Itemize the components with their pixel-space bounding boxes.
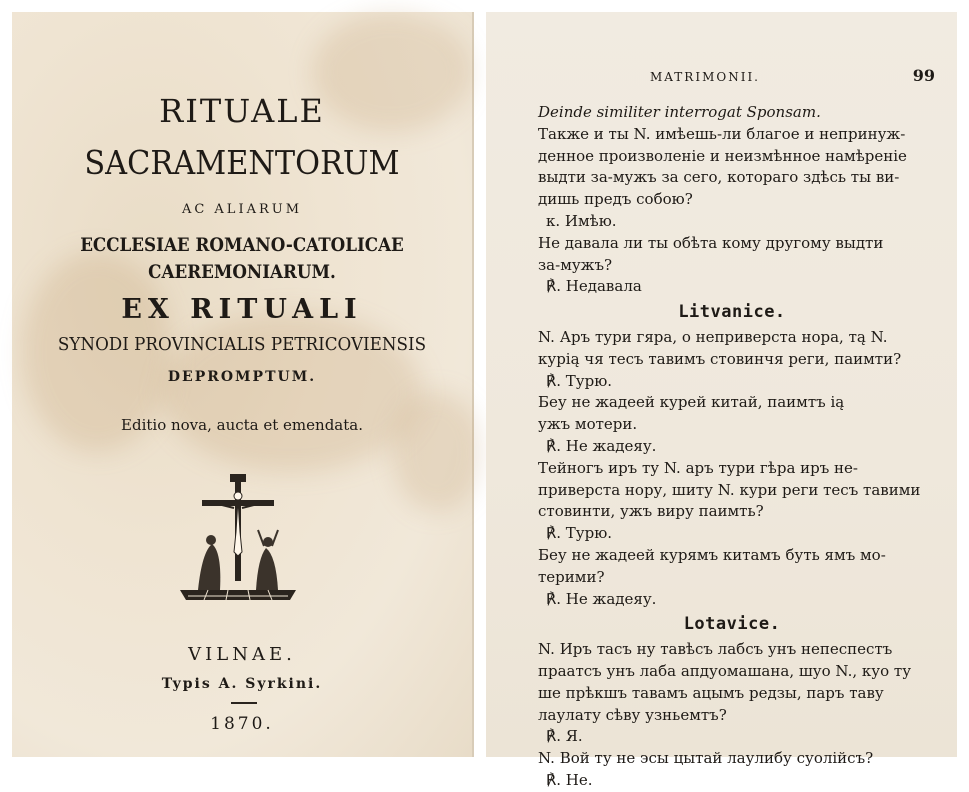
ex-rituali: EX RITUALI [121, 294, 363, 325]
text-line: Не давала ли ты обѣта кому другому выдти [538, 233, 884, 252]
text-line: праатсъ унъ лаба апдуомашана, шуо N., куо ту [538, 661, 912, 680]
text-line: N. Вой ту не эсы цытай лаулибу суолійсъ? [538, 749, 874, 768]
text-page [486, 12, 957, 789]
text-line: стовинти, ужъ виру паимть? [538, 502, 764, 521]
bold-line-2: CAEREMONIARUM. [148, 261, 336, 283]
section-heading: Lotavice. [683, 614, 781, 635]
response-line: ℟. Я. [546, 727, 583, 746]
response-line: ℟. Недавала [546, 277, 642, 296]
subtitle-small: AC ALIARUM [181, 202, 303, 217]
bold-line-1: ECCLESIAE ROMANO-CATOLICAE [80, 234, 404, 256]
text-line: дишь предъ собою? [538, 190, 693, 209]
page-number: 99 [912, 66, 935, 85]
text-line: ужъ мотери. [538, 415, 638, 434]
response-line: ℟. Не жадеяу. [546, 436, 657, 455]
title-line-1: RITUALE [159, 92, 325, 130]
year-line: 1870. [210, 714, 274, 734]
response-line: ℟. Не жадеяу. [546, 589, 657, 608]
text-line: Беу не жадеей курямъ китамъ буть ямъ мо- [538, 545, 886, 564]
text-line: приверста нору, шиту N. кури реги тесъ тавими [538, 480, 921, 499]
text-line: выдти за-мужъ за сего, котораго здѣсь ты ви- [538, 168, 900, 187]
body-text [538, 102, 926, 792]
response-line: ℟. Турю. [546, 524, 613, 543]
depromptum-line: DEPROMPTUM. [167, 369, 317, 385]
text-line: за-мужъ? [538, 255, 613, 274]
text-line: денное произволеніе и неизмѣнное намѣреніе [538, 146, 907, 165]
place-line: VILNAE. [188, 644, 296, 665]
text-line: N. Аръ тури гяра, о неприверста нора, тą N. [538, 327, 888, 346]
response-line: ℟. Не. [546, 770, 593, 789]
response-line: к. Имѣю. [546, 211, 617, 230]
title-page [12, 12, 474, 757]
text-line: ше прѣкшъ тавамъ ацымъ редзы, паръ таву [538, 683, 884, 702]
title-line-2: SACRAMENTORUM [84, 143, 400, 182]
printer-line: Typis A. Syrkini. [161, 676, 323, 692]
text-line: лаулату сѣву узньемтъ? [538, 705, 727, 724]
edition-line: Editio nova, aucta et emendata. [121, 416, 363, 434]
text-line: Также и ты N. имѣешь-ли благое и непринуж- [538, 124, 906, 143]
divider-rule [231, 702, 257, 704]
running-head: MATRIMONII. [650, 70, 760, 84]
text-line: N. Иръ тасъ ну тавѣсъ лабсъ унъ непеспестъ [538, 640, 893, 659]
text-line: Тейногъ иръ ту N. аръ тури гѣра иръ не- [538, 458, 859, 477]
text-line: курią чя тесъ тавимъ стовинчя реги, паимти? [538, 349, 902, 368]
section-heading: Litvanice. [678, 302, 786, 323]
text-line: Беу не жадеей курей китай, паимтъ ią [538, 393, 845, 412]
crucifix-icon [178, 472, 298, 602]
text-line: терими? [538, 567, 605, 586]
rubric-line: Deinde similiter interrogat Sponsam. [538, 103, 821, 121]
response-line: ℟. Турю. [546, 371, 613, 390]
synodi-line: SYNODI PROVINCIALIS PETRICOVIENSIS [57, 334, 427, 355]
